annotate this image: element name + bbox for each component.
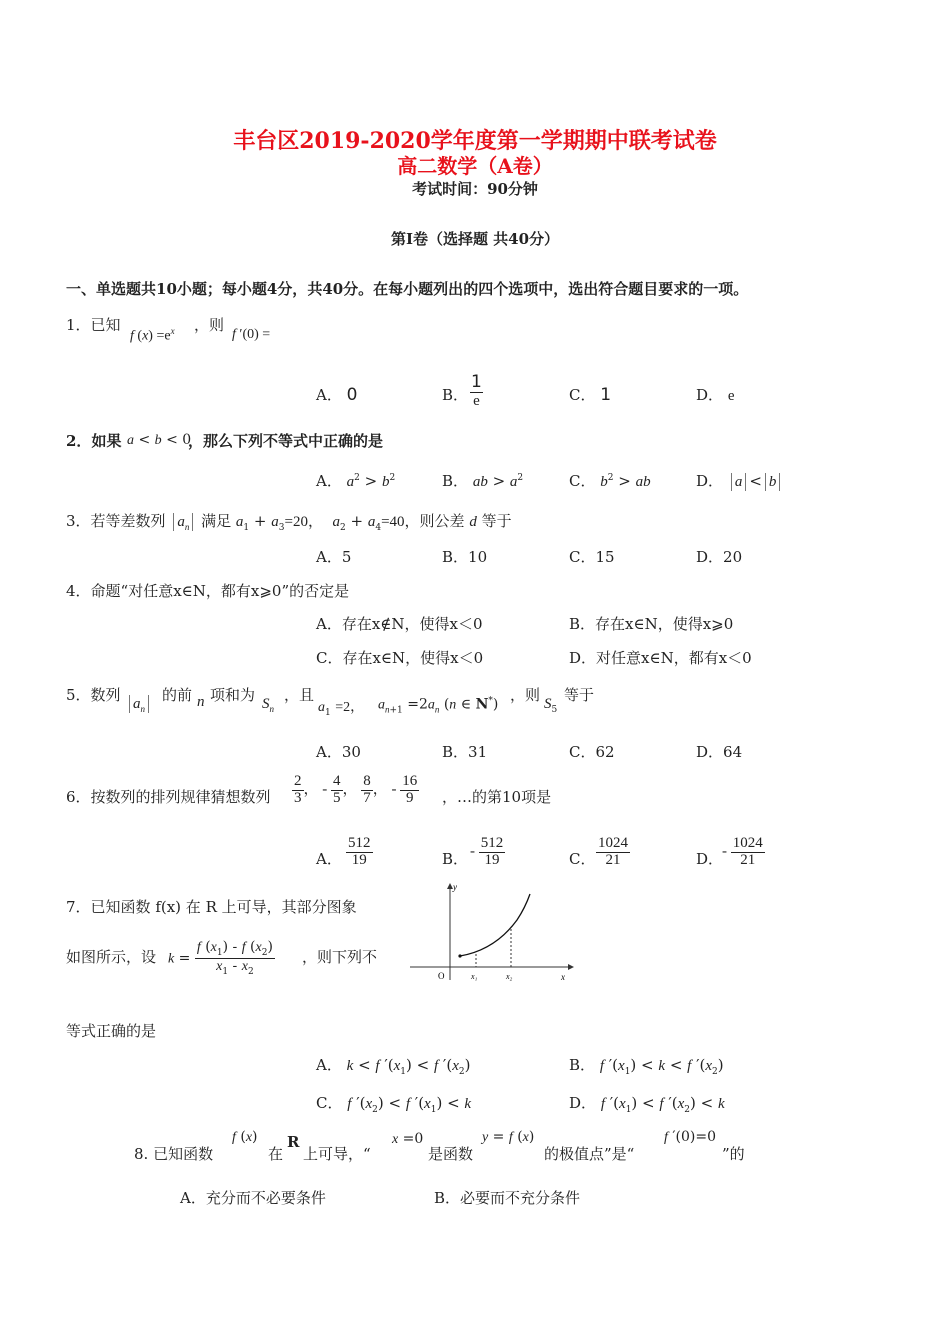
q1-stem-a: 已知 xyxy=(90,316,121,334)
q8-stem-e: 的极值点”是“ xyxy=(544,1145,635,1163)
q8-option-a: A．充分而不必要条件 xyxy=(180,1189,326,1207)
q6-stem-b: ，…的第10项是 xyxy=(442,788,552,806)
q8-stem-c: 上可导，“ xyxy=(303,1145,371,1163)
q1-derivative: f ′(0) = xyxy=(232,327,271,342)
q3-option-a: A．5 xyxy=(316,548,352,566)
question-7: 7．已知函数 f(x) 在 R 上可导，其部分图象 xyxy=(66,898,357,916)
q3-option-c: C．15 xyxy=(569,548,615,566)
q2-condition: a < b < 0 xyxy=(127,432,192,448)
q7-option-d: D． f $'(x_1) < f$ $'(x_2) < k$ xyxy=(569,1094,725,1115)
exam-subtitle: 高二数学（A卷） xyxy=(397,154,553,178)
q8-stem-f: ”的 xyxy=(722,1145,745,1163)
question-5: 5．数列 xyxy=(66,686,121,704)
q7-line2a: 如图所示，设 xyxy=(66,948,157,966)
q7-function-graph xyxy=(405,880,575,985)
q5-sn: $S_n$ xyxy=(262,696,274,714)
x2-label: x₂ xyxy=(506,972,513,981)
q8-derivative: f ′(0)=0 xyxy=(664,1129,716,1145)
question-4: 4．命题“对任意x∈N，都有x⩾0”的否定是 xyxy=(66,582,350,600)
q8-fx: f (x) xyxy=(232,1129,258,1145)
q1-option-c: C． 1 xyxy=(569,385,612,405)
q6-option-a-label: A． xyxy=(316,850,342,868)
question-6: 6．按数列的排列规律猜想数列 xyxy=(66,788,271,806)
x1-label: x₁ xyxy=(471,972,478,981)
q6-option-c-value: $\frac{1024}{21}$ xyxy=(598,835,628,868)
q5-stem-g: 等于 xyxy=(564,686,595,704)
question-3: 3．若等差数列 $a_n$ 满足 $a_1 + a_3=20$， $a_2 + a_4=40$，则公差 d 等于 xyxy=(66,512,512,533)
q5-option-b: B．31 xyxy=(442,743,488,761)
q8-option-b: B．必要而不充分条件 xyxy=(434,1189,581,1207)
q1-stem-b: ，则 xyxy=(194,316,225,334)
q2-option-c: C． $b^2$ > ab xyxy=(569,472,651,490)
q3-option-d: D．20 xyxy=(696,548,743,566)
x-axis-arrow xyxy=(568,964,574,970)
q5-option-c: C．62 xyxy=(569,743,615,761)
q5-stem-c: 项和为 xyxy=(210,686,256,704)
q5-option-a: A．30 xyxy=(316,743,361,761)
q6-sequence: $\frac{2}{3}$ ， - $\frac{4}{5}$ ， $\frac{8}{7}$ ， - $\frac{16}{9}$ xyxy=(294,773,418,806)
exam-title: 丰台区2019-2020学年度第一学期期中联考试卷 xyxy=(233,128,717,154)
q5-stem-b: 的前 xyxy=(162,686,193,704)
part1-heading: 第Ⅰ卷（选择题 共40分） xyxy=(390,230,560,248)
q1-option-b-frac: 1 e xyxy=(471,372,482,409)
q2-option-a: A． $a^2 > b^2$ xyxy=(316,472,396,490)
y-label: y xyxy=(453,882,457,892)
q5-a1: $a_1 =2$， xyxy=(318,700,365,718)
q2-stem-b: ，那么下列不等式中正确的是 xyxy=(188,432,384,450)
q1-option-b-label: B． xyxy=(442,386,469,404)
q7-option-b: B． f $'(x_1) < k < f$ $'(x_2)$ xyxy=(569,1056,724,1077)
q7-option-c: C． f $'(x_2) < f$ $'(x_1) < k$ xyxy=(316,1094,472,1115)
q5-seq: $a_n$ xyxy=(126,694,152,714)
q8-R: R xyxy=(287,1133,300,1151)
q6-option-a-value: $\frac{512}{19}$ xyxy=(348,835,371,868)
q6-option-b-value: - $\frac{512}{19}$ xyxy=(470,835,504,868)
q1-number: 1． xyxy=(66,316,91,334)
q2-option-d: D． a < b xyxy=(696,470,783,491)
function-curve xyxy=(460,894,530,956)
q7-line2b: ，则下列不 xyxy=(302,948,378,966)
q2-option-b: B． ab > $a^2$ xyxy=(442,472,524,490)
section-instructions: 一、单选题共10小题；每小题4分，共40分。在每小题列出的四个选项中，选出符合题目要求的一项。 xyxy=(66,280,749,298)
question-8: 8. 已知函数 xyxy=(134,1145,214,1163)
q4-option-c: C．存在x∈N，使得x＜0 xyxy=(316,649,484,667)
q4-option-d: D．对任意x∈N，都有x＜0 xyxy=(569,649,752,667)
exam-time: 考试时间：90分钟 xyxy=(412,180,538,198)
question-1 xyxy=(66,314,121,335)
q4-option-b: B．存在x∈N，使得x⩾0 xyxy=(569,615,734,633)
q6-option-d-value: - $\frac{1024}{21}$ xyxy=(722,835,763,868)
q8-stem-d: 是函数 xyxy=(428,1145,474,1163)
q5-option-d: D．64 xyxy=(696,743,743,761)
q6-option-c-label: C． xyxy=(569,850,596,868)
q5-n: n xyxy=(197,694,205,710)
q7-line3: 等式正确的是 xyxy=(66,1022,157,1040)
origin-label: O xyxy=(438,971,445,981)
q5-s5: $S_5$ xyxy=(544,696,558,715)
q5-recursion: $a_{n+1} =2a_n$ (n ∈ N*) xyxy=(378,696,499,716)
curve-start-point xyxy=(458,954,461,957)
q1-formula: f $(x) =e^x$ xyxy=(130,326,175,344)
q5-stem-d: ，且 xyxy=(284,686,315,704)
q7-k-formula: k = $\frac{f (x_1) - f (x_2)}{x_1 - x_2}$ xyxy=(168,939,273,978)
q6-option-b-label: B． xyxy=(442,850,469,868)
q4-option-a: A．存在x∉N，使得x＜0 xyxy=(316,615,483,633)
q1-option-d: D． e xyxy=(696,386,735,404)
q6-option-d-label: D． xyxy=(696,850,724,868)
q3-option-b: B．10 xyxy=(442,548,488,566)
q8-yfx: y = f (x) xyxy=(482,1129,535,1145)
q8-stem-b: 在 xyxy=(268,1145,284,1163)
q1-option-a: A． 0 xyxy=(316,385,358,405)
q7-option-a: A． k < f $'(x_1) < f$ $'(x_2)$ xyxy=(316,1056,471,1077)
x-label: x xyxy=(561,972,565,982)
q8-x0: x =0 xyxy=(392,1131,424,1147)
question-2: 2．如果 xyxy=(66,432,122,450)
q5-stem-f: ，则 xyxy=(510,686,541,704)
